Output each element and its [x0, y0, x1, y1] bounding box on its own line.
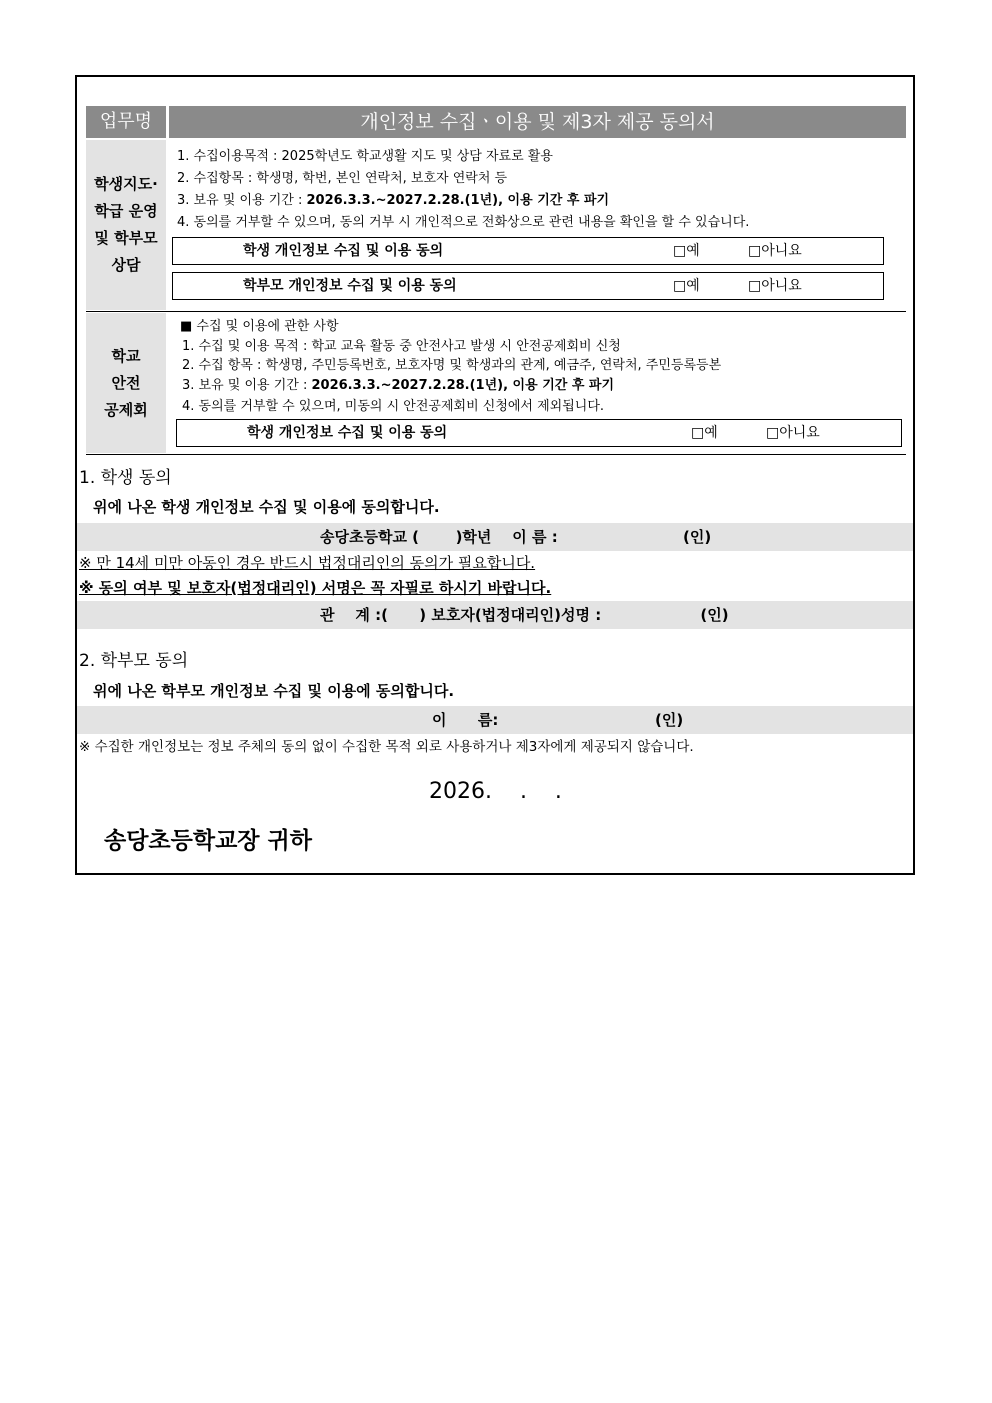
- side-label-line: 안전: [111, 373, 141, 392]
- guidance-period-bold: 2026.3.3.~2027.2.28.(1년), 이용 기간 후 파기: [306, 193, 610, 208]
- side-label-line: 학급 운영: [94, 202, 158, 220]
- side-label-line: 학교: [111, 346, 141, 365]
- student-consent-title: 1. 학생 동의: [79, 468, 172, 488]
- student-sign-line[interactable]: 송당초등학교 ( )학년 이 름 : (인): [320, 528, 712, 546]
- side-label-line: 상담: [111, 256, 141, 274]
- no-checkbox[interactable]: □아니요: [766, 425, 820, 441]
- yes-checkbox[interactable]: □예: [673, 243, 700, 259]
- section-divider: [86, 311, 906, 312]
- header-label: 업무명: [86, 106, 166, 138]
- side-label-line: 및 학부모: [94, 229, 158, 247]
- document-title: 개인정보 수집ㆍ이용 및 제3자 제공 동의서: [169, 106, 906, 138]
- consent-label: 학생 개인정보 수집 및 이용 동의: [247, 425, 448, 441]
- no-checkbox[interactable]: □아니요: [748, 243, 802, 259]
- safety-item-refusal: 4. 동의를 거부할 수 있으며, 미동의 시 안전공제회비 신청에서 제외됩니다.: [182, 399, 605, 414]
- consent-row-student-guidance: [172, 237, 884, 265]
- addressee: 송당초등학교장 귀하: [104, 828, 312, 854]
- safety-item-period: 3. 보유 및 이용 기간 : 2026.3.3.~2027.2.28.(1년), 이용 기간 후 파기: [182, 378, 615, 393]
- guidance-item-refusal: 4. 동의를 거부할 수 있으며, 동의 거부 시 개인적으로 전화상으로 관련 내용을 확인을 할 수 있습니다.: [177, 215, 750, 230]
- yes-checkbox[interactable]: □예: [691, 425, 718, 441]
- note-under-14: ※ 만 14세 미만 아동인 경우 반드시 법정대리인의 동의가 필요합니다.: [79, 554, 536, 572]
- section-guidance-label: [86, 140, 166, 310]
- consent-label: 학부모 개인정보 수집 및 이용 동의: [243, 278, 457, 294]
- note-handwritten: ※ 동의 여부 및 보호자(법정대리인) 서명은 꼭 자필로 하시기 바랍니다.: [79, 579, 552, 597]
- guidance-item-purpose: 1. 수집이용목적 : 2025학년도 학교생활 지도 및 상담 자료로 활용: [177, 149, 553, 164]
- consent-row-parent-guidance: [172, 272, 884, 300]
- consent-label: 학생 개인정보 수집 및 이용 동의: [243, 243, 444, 259]
- privacy-note: ※ 수집한 개인정보는 정보 주체의 동의 없이 수집한 목적 외로 사용하거나 제3자에게 제공되지 않습니다.: [79, 739, 694, 755]
- guidance-item-fields: 2. 수집항목 : 학생명, 학번, 본인 연락처, 보호자 연락처 등: [177, 171, 508, 186]
- parent-consent-statement: 위에 나온 학부모 개인정보 수집 및 이용에 동의합니다.: [93, 682, 455, 700]
- parent-consent-title: 2. 학부모 동의: [79, 651, 189, 671]
- safety-period-bold: 2026.3.3.~2027.2.28.(1년), 이용 기간 후 파기: [311, 378, 615, 393]
- parent-sign-line[interactable]: 이 름: (인): [432, 711, 684, 729]
- guidance-item-period: 3. 보유 및 이용 기간 : 2026.3.3.~2027.2.28.(1년), 이용 기간 후 파기: [177, 193, 610, 208]
- no-checkbox[interactable]: □아니요: [748, 278, 802, 294]
- section-divider: [86, 454, 906, 455]
- yes-checkbox[interactable]: □예: [673, 278, 700, 294]
- document-date: 2026. . .: [429, 779, 562, 804]
- safety-item-purpose: 1. 수집 및 이용 목적 : 학교 교육 활동 중 안전사고 발생 시 안전공제회비 신청: [182, 339, 621, 354]
- safety-item-fields: 2. 수집 항목 : 학생명, 주민등록번호, 보호자명 및 학생과의 관계, 예금주, 연락처, 주민등록등본: [182, 358, 722, 373]
- consent-row-student-safety: [176, 419, 902, 447]
- student-consent-statement: 위에 나온 학생 개인정보 수집 및 이용에 동의합니다.: [93, 498, 440, 516]
- section-safety-label: [86, 313, 166, 453]
- safety-heading: ■ 수집 및 이용에 관한 사항: [180, 319, 339, 334]
- guardian-sign-line[interactable]: 관 계 :( ) 보호자(법정대리인)성명 : (인): [320, 606, 729, 624]
- side-label-line: 학생지도·: [94, 175, 158, 193]
- side-label-line: 공제회: [104, 400, 148, 419]
